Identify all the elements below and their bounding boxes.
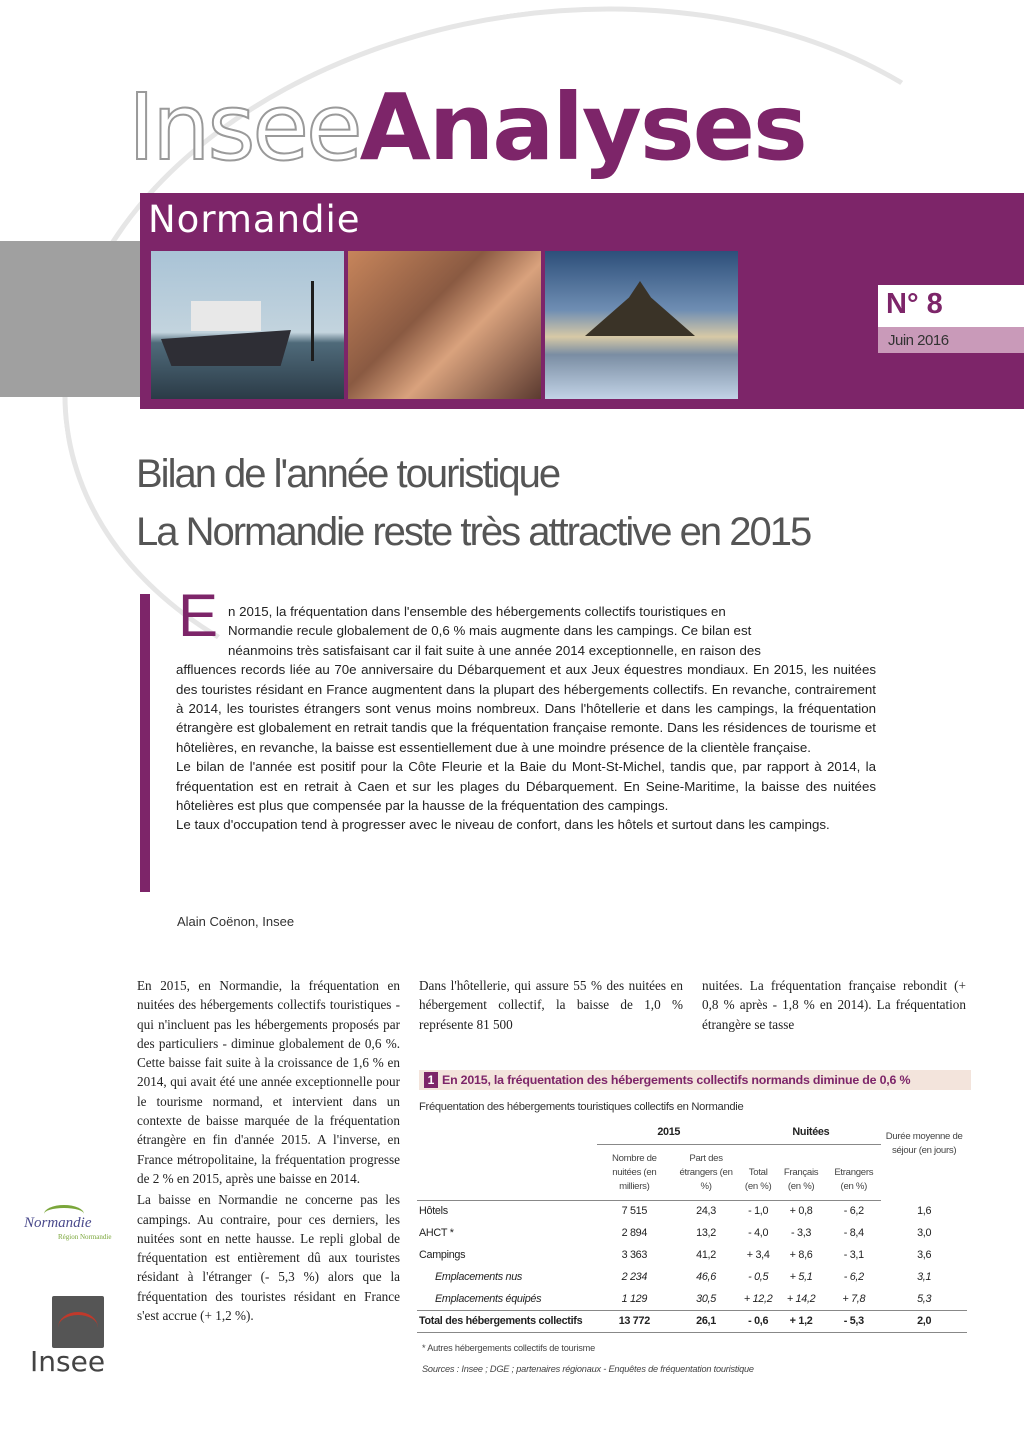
author: Alain Coënon, Insee xyxy=(177,914,295,929)
cell-nombre: 3 363 xyxy=(621,1249,648,1261)
column-header-francais: Français (en %) xyxy=(776,1144,826,1200)
summary-line-2: Normandie recule globalement de 0,6 % mais augmente dans les campings. Ce bilan est xyxy=(228,623,752,639)
insee-logo-icon xyxy=(52,1296,104,1348)
cell-francais: + 5,1 xyxy=(789,1271,813,1283)
row-label: Emplacements équipés xyxy=(435,1292,542,1305)
cell-duree: 3,0 xyxy=(917,1227,932,1239)
row-label: Hôtels xyxy=(419,1205,448,1218)
cell-part: 26,1 xyxy=(672,1310,741,1332)
group-header-nuitees: Nuitées xyxy=(740,1120,881,1144)
summary-paragraph-3: Le taux d'occupation tend à progresser avec le niveau de confort, dans les hôtels et surtout dans les campings. xyxy=(176,817,830,833)
summary-line-3: néanmoins très satisfaisant car il fait suite à une année 2014 exceptionnelle, en raison des xyxy=(228,642,761,658)
cell-total: + 12,2 xyxy=(743,1292,773,1305)
summary-accent-bar xyxy=(140,594,150,892)
cell-etrangers: - 6,2 xyxy=(843,1205,864,1218)
column-header-etrangers: Etrangers (en %) xyxy=(826,1144,881,1200)
cell-francais: + 8,6 xyxy=(789,1249,813,1261)
mount-silhouette xyxy=(585,281,695,336)
cell-total: - 0,6 xyxy=(740,1310,775,1332)
row-label: Total des hébergements collectifs xyxy=(417,1310,597,1332)
body-paragraph: La baisse en Normandie ne concerne pas les campings. Au contraire, pour ces derniers, les nuitées sont en nette hausse. Le repli global de fréquentation est entièrement dû aux touristes résidant à l'étranger (- 5,3 %) alors que la fréquentation des touristes résidant en France s'est accrue (+ 1,2 %). xyxy=(137,1192,400,1324)
cell-nombre: 7 515 xyxy=(621,1205,648,1218)
cell-total: + 3,4 xyxy=(746,1249,770,1261)
summary-paragraph-2: Le bilan de l'année est positif pour la Côte Fleurie et la Baie du Mont-St-Michel, tandis que, par rapport à 2014, la fréquentation est en retrait à Caen et sur les plages du Débarquement. En Seine-Maritime, la baisse des nuitées hôtelières est plus que compensée par la hausse de la fréquentation des campings. xyxy=(176,759,876,814)
summary-line-1: n 2015, la fréquentation dans l'ensemble des hébergements collectifs touristiques en xyxy=(228,604,726,619)
cell-francais: - 3,3 xyxy=(791,1227,812,1239)
photo-ferry xyxy=(151,251,344,399)
cell-etrangers: + 7,8 xyxy=(842,1292,866,1305)
cell-etrangers: - 3,1 xyxy=(843,1249,864,1261)
cell-francais: + 0,8 xyxy=(789,1205,813,1218)
ship-deck xyxy=(191,301,261,331)
row-label: Campings xyxy=(419,1249,466,1261)
column-header-total: Total (en %) xyxy=(740,1144,775,1200)
cell-nombre: 13 772 xyxy=(597,1310,672,1332)
summary-paragraph-1: affluences records liée au 70e anniversaire du Débarquement et aux Jeux équestres mondiaux. En 2015, les nuitées des touristes résidant en France augmentent dans la plupart des hébergements collectifs. En revanche, contrairement à 2014, les touristes étrangers sont venus moins nombreux. Dans l'hôtellerie et dans les campings, la fréquentation étrangère est globalement en retrait tandis que la fréquentation française remonte. Dans les résidences de tourisme et hôtelières, en revanche, la baisse est essentiellement due à une moindre présence de la clientèle française. xyxy=(176,662,876,755)
figure-title: En 2015, la fréquentation des hébergements collectifs normands diminue de 0,6 % xyxy=(442,1073,911,1087)
normandie-logo-text: Normandie xyxy=(24,1215,92,1231)
normandie-logo-subtext: Région Normandie xyxy=(58,1233,112,1241)
cell-duree: 3,6 xyxy=(917,1249,932,1261)
row-label: Emplacements nus xyxy=(435,1271,523,1283)
table-corner xyxy=(417,1144,597,1200)
issue-date: Juin 2016 xyxy=(888,332,949,349)
cell-total: - 0,5 xyxy=(748,1271,769,1283)
photo-mont-saint-michel xyxy=(545,251,738,399)
cell-duree: 1,6 xyxy=(917,1205,932,1217)
cell-duree: 2,0 xyxy=(881,1310,967,1332)
figure-subtitle: Fréquentation des hébergements touristiques collectifs en Normandie xyxy=(419,1101,744,1113)
cell-francais: + 1,2 xyxy=(776,1310,826,1332)
publication-brand xyxy=(128,74,806,181)
body-column-2 xyxy=(419,976,683,1034)
cell-part: 41,2 xyxy=(696,1249,716,1261)
statistics-table xyxy=(417,1120,967,1333)
table-row xyxy=(417,1200,967,1222)
summary-dropcap: E xyxy=(178,582,219,649)
page-title-line-2: La Normandie reste très attractive en 2015 xyxy=(136,510,811,554)
page-title-line-1: Bilan de l'année touristique xyxy=(136,452,560,496)
body-column-1 xyxy=(137,976,400,1325)
insee-logo-text: Insee xyxy=(30,1345,106,1378)
body-paragraph: En 2015, en Normandie, la fréquentation en nuitées des hébergements collectifs touristiques - qui n'incluent pas les hébergements proposés par des particuliers - diminue globalement de 0,6 %. Cette baisse fait suite à la croissance de 1,6 % en 2014, qui avait été une année exceptionnelle pour le tourisme normand, et intervient dans un contexte de baisse marquée de la fréquentation étrangère en fin d'année 2015. A l'inverse, en France métropolitaine, la fréquentation progresse de 2 % en 2015, après une baisse en 2014. xyxy=(137,978,400,1186)
photo-crowd xyxy=(348,251,541,399)
cell-duree: 5,3 xyxy=(917,1292,932,1305)
sailboat-mast xyxy=(311,281,314,361)
column-header-duree: Durée moyenne de séjour (en jours) xyxy=(885,1131,963,1156)
figure-source: Sources : Insee ; DGE ; partenaires régionaux - Enquêtes de fréquentation touristique xyxy=(422,1364,754,1374)
column-header-part: Part des étrangers (en %) xyxy=(672,1144,741,1200)
group-header-2015: 2015 xyxy=(597,1120,740,1144)
cell-francais: + 14,2 xyxy=(786,1292,816,1305)
table-row xyxy=(417,1288,967,1310)
cell-total: - 4,0 xyxy=(748,1227,769,1239)
cell-etrangers: - 5,3 xyxy=(826,1310,881,1332)
row-label: AHCT * xyxy=(419,1227,454,1239)
cell-etrangers: - 8,4 xyxy=(843,1227,864,1239)
cell-part: 46,6 xyxy=(696,1271,716,1283)
table-row xyxy=(417,1222,967,1244)
table-corner xyxy=(417,1120,597,1144)
brand-analyses: Analyses xyxy=(359,74,806,181)
table-row xyxy=(417,1266,967,1288)
cell-part: 24,3 xyxy=(696,1205,716,1218)
column-header-nombre: Nombre de nuitées (en milliers) xyxy=(597,1144,672,1200)
body-paragraph: Dans l'hôtellerie, qui assure 55 % des nuitées en hébergement collectif, la baisse de 1,0 % représente 81 500 xyxy=(419,978,683,1032)
figure-number: 1 xyxy=(424,1072,438,1088)
body-column-3 xyxy=(702,976,966,1034)
normandie-logo xyxy=(24,1215,112,1241)
cell-nombre: 1 129 xyxy=(621,1292,648,1305)
cell-duree: 3,1 xyxy=(917,1271,932,1283)
cell-nombre: 2 234 xyxy=(621,1271,648,1283)
region-name: Normandie xyxy=(148,198,361,241)
table-row xyxy=(417,1244,967,1266)
cell-part: 13,2 xyxy=(696,1227,716,1239)
cell-part: 30,5 xyxy=(696,1292,716,1305)
cell-total: - 1,0 xyxy=(748,1205,769,1218)
body-paragraph: nuitées. La fréquentation française rebondit (+ 0,8 % après - 1,8 % en 2014). La fréquentation étrangère se tasse xyxy=(702,978,966,1032)
cell-etrangers: - 6,2 xyxy=(843,1271,864,1283)
cell-nombre: 2 894 xyxy=(621,1227,648,1239)
gray-band xyxy=(0,241,140,397)
table-total-row xyxy=(417,1310,967,1332)
figure-note: * Autres hébergements collectifs de tourisme xyxy=(422,1343,595,1353)
issue-number: N° 8 xyxy=(886,288,943,320)
brand-insee: Insee xyxy=(128,74,360,181)
summary xyxy=(176,602,876,835)
